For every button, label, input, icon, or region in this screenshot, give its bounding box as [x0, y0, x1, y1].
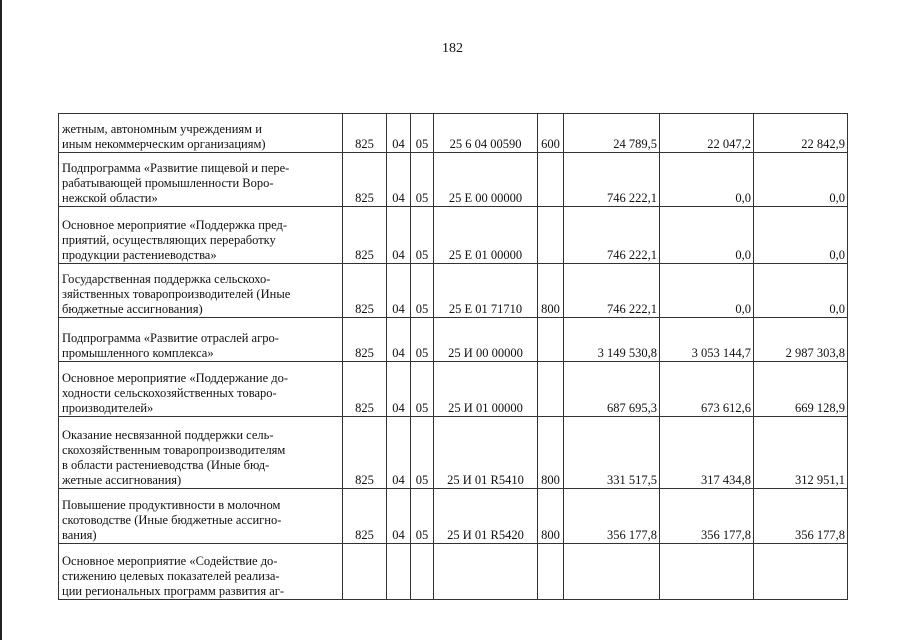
row-name-line: вания) [62, 528, 97, 542]
page-left-edge [0, 0, 2, 640]
row-name-line: продукции растениеводства» [62, 248, 217, 262]
row-name-line: ходности сельскохозяйственных товаро- [62, 386, 277, 400]
row-pr-cell: 05 [411, 153, 434, 207]
table-row [59, 207, 848, 264]
row-gr-cell [343, 544, 387, 600]
row-year3-amount [754, 544, 848, 600]
row-pr-cell: 05 [411, 489, 434, 544]
row-rz-cell: 04 [387, 114, 411, 153]
row-name-line: Оказание несвязанной поддержки сель- [62, 428, 274, 442]
table-row [59, 318, 848, 362]
row-gr-cell: 825 [343, 489, 387, 544]
row-year1-amount: 746 222,1 [564, 264, 660, 318]
row-name-line: нежской области» [62, 191, 158, 205]
row-year3-amount: 312 951,1 [754, 417, 848, 489]
row-vr-cell: 800 [538, 489, 564, 544]
row-year1-amount: 687 695,3 [564, 362, 660, 417]
row-name-line: Государственная поддержка сельскохо- [62, 272, 271, 286]
row-gr-cell: 825 [343, 114, 387, 153]
row-csr-cell: 25 6 04 00590 [434, 114, 538, 153]
row-year2-amount: 356 177,8 [660, 489, 754, 544]
table-row [59, 153, 848, 207]
row-name-line: Основное мероприятие «Поддержание до- [62, 371, 289, 385]
row-name-line: в области растениеводства (Иные бюд- [62, 458, 270, 472]
row-name-line: скохозяйственным товаропроизводителям [62, 443, 286, 457]
row-year3-amount: 2 987 303,8 [754, 318, 848, 362]
row-year3-amount: 0,0 [754, 153, 848, 207]
row-gr-cell: 825 [343, 264, 387, 318]
row-pr-cell: 05 [411, 362, 434, 417]
row-vr-cell [538, 544, 564, 600]
row-name-line: стижению целевых показателей реализа- [62, 569, 280, 583]
row-name-line: скотоводстве (Иные бюджетные ассигно- [62, 513, 282, 527]
row-name-cell [59, 153, 343, 207]
table-row [59, 264, 848, 318]
row-year2-amount: 0,0 [660, 153, 754, 207]
row-pr-cell: 05 [411, 318, 434, 362]
row-csr-cell: 25 И 01 00000 [434, 362, 538, 417]
row-year3-amount: 22 842,9 [754, 114, 848, 153]
row-pr-cell: 05 [411, 264, 434, 318]
row-name-line: Основное мероприятие «Содействие до- [62, 554, 278, 568]
row-rz-cell: 04 [387, 489, 411, 544]
row-rz-cell: 04 [387, 362, 411, 417]
row-name-cell [59, 489, 343, 544]
row-name-line: ции региональных программ развития аг- [62, 584, 285, 598]
row-name-cell [59, 207, 343, 264]
row-name-cell [59, 318, 343, 362]
row-name-cell [59, 417, 343, 489]
row-name-line: зяйственных товаропроизводителей (Иные [62, 287, 291, 301]
row-name-cell [59, 544, 343, 600]
row-vr-cell: 800 [538, 264, 564, 318]
table-body [59, 114, 848, 600]
row-rz-cell: 04 [387, 264, 411, 318]
budget-table [58, 113, 848, 600]
row-name-cell [59, 264, 343, 318]
row-name-cell [59, 114, 343, 153]
row-name-line: бюджетные ассигнования) [62, 302, 203, 316]
row-year1-amount: 746 222,1 [564, 153, 660, 207]
row-csr-cell: 25 И 00 00000 [434, 318, 538, 362]
row-name-line: Подпрограмма «Развитие отраслей агро- [62, 331, 279, 345]
row-name-line: Основное мероприятие «Поддержка пред- [62, 218, 288, 232]
row-year3-amount: 0,0 [754, 207, 848, 264]
row-name-line: производителей» [62, 401, 154, 415]
row-csr-cell: 25 Е 01 00000 [434, 207, 538, 264]
row-pr-cell [411, 544, 434, 600]
row-year1-amount: 3 149 530,8 [564, 318, 660, 362]
row-name-line: жетные ассигнования) [62, 473, 182, 487]
row-csr-cell [434, 544, 538, 600]
row-csr-cell: 25 И 01 R5420 [434, 489, 538, 544]
row-year1-amount [564, 544, 660, 600]
row-year2-amount: 673 612,6 [660, 362, 754, 417]
row-gr-cell: 825 [343, 153, 387, 207]
row-year1-amount: 356 177,8 [564, 489, 660, 544]
row-name-line: рабатывающей промышленности Воро- [62, 176, 274, 190]
table-row [59, 362, 848, 417]
row-name-line: иным некоммерческим организациям) [62, 137, 266, 151]
row-year3-amount: 669 128,9 [754, 362, 848, 417]
table-row [59, 114, 848, 153]
row-csr-cell: 25 Е 00 00000 [434, 153, 538, 207]
row-rz-cell [387, 544, 411, 600]
row-year2-amount [660, 544, 754, 600]
row-name-line: Повышение продуктивности в молочном [62, 498, 281, 512]
row-year2-amount: 22 047,2 [660, 114, 754, 153]
row-year3-amount: 0,0 [754, 264, 848, 318]
row-rz-cell: 04 [387, 207, 411, 264]
row-rz-cell: 04 [387, 417, 411, 489]
row-vr-cell: 800 [538, 417, 564, 489]
row-gr-cell: 825 [343, 318, 387, 362]
row-name-cell [59, 362, 343, 417]
row-year2-amount: 3 053 144,7 [660, 318, 754, 362]
row-vr-cell [538, 207, 564, 264]
row-year2-amount: 0,0 [660, 264, 754, 318]
row-csr-cell: 25 Е 01 71710 [434, 264, 538, 318]
table-row [59, 489, 848, 544]
row-rz-cell: 04 [387, 153, 411, 207]
row-gr-cell: 825 [343, 362, 387, 417]
row-year1-amount: 24 789,5 [564, 114, 660, 153]
page-number: 182 [442, 41, 463, 56]
row-year2-amount: 0,0 [660, 207, 754, 264]
row-year3-amount: 356 177,8 [754, 489, 848, 544]
row-gr-cell: 825 [343, 207, 387, 264]
row-name-line: Подпрограмма «Развитие пищевой и пере- [62, 161, 290, 175]
row-year1-amount: 746 222,1 [564, 207, 660, 264]
row-rz-cell: 04 [387, 318, 411, 362]
table-row [59, 544, 848, 600]
row-gr-cell: 825 [343, 417, 387, 489]
row-vr-cell: 600 [538, 114, 564, 153]
row-year1-amount: 331 517,5 [564, 417, 660, 489]
row-name-line: приятий, осуществляющих переработку [62, 233, 276, 247]
row-vr-cell [538, 318, 564, 362]
table-row [59, 417, 848, 489]
row-pr-cell: 05 [411, 207, 434, 264]
row-name-line: промышленного комплекса» [62, 346, 214, 360]
row-csr-cell: 25 И 01 R5410 [434, 417, 538, 489]
row-vr-cell [538, 153, 564, 207]
row-pr-cell: 05 [411, 417, 434, 489]
row-pr-cell: 05 [411, 114, 434, 153]
row-vr-cell [538, 362, 564, 417]
row-name-line: жетным, автономным учреждениям и [62, 122, 262, 136]
row-year2-amount: 317 434,8 [660, 417, 754, 489]
